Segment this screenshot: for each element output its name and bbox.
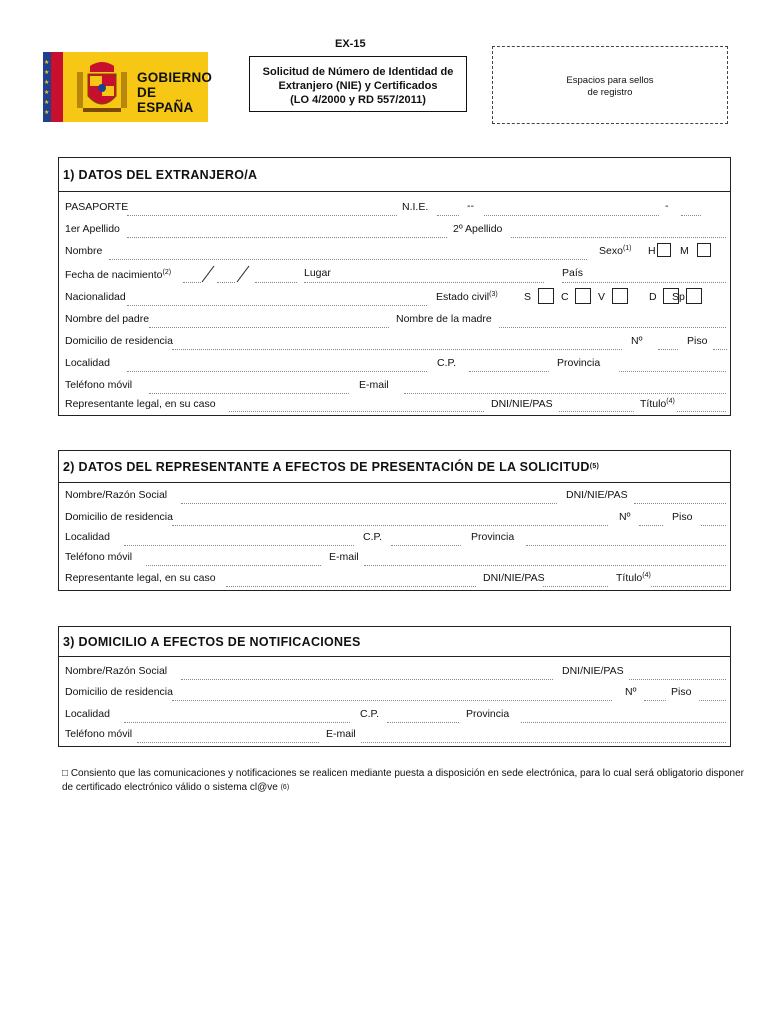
label-pais: País (562, 267, 584, 279)
email-field[interactable] (404, 393, 726, 394)
s2-label-localidad: Localidad (65, 531, 110, 543)
s2-numero-field[interactable] (639, 525, 663, 526)
fecha-mes-field[interactable] (217, 282, 235, 283)
estado-v-checkbox[interactable] (612, 288, 628, 304)
estado-c-checkbox[interactable] (575, 288, 591, 304)
s3-numero-field[interactable] (644, 700, 666, 701)
telefono-field[interactable] (149, 393, 349, 394)
consent-note: (6) (280, 784, 290, 791)
sexo-h-checkbox[interactable] (657, 243, 671, 257)
s2-label-representante: Representante legal, en su caso (65, 572, 216, 584)
label-nacionalidad: Nacionalidad (65, 291, 126, 303)
label-madre: Nombre de la madre (396, 313, 492, 325)
representante-field[interactable] (229, 411, 484, 412)
consent-text-line1: Consiento que las comunicaciones y notificaciones se realicen mediante puesta a disposición en sede electrónica, para lo cual será obligatorio disponer (70, 768, 745, 779)
label-nie: N.I.E. (402, 201, 429, 213)
label-ec-v: V (598, 291, 606, 303)
s2-email-field[interactable] (364, 565, 726, 566)
s2-label-dni2: DNI/NIE/PAS (483, 572, 545, 584)
s2-label-domicilio: Domicilio de residencia (65, 511, 173, 523)
s2-titulo-field[interactable] (651, 586, 726, 587)
label-dni: DNI/NIE/PAS (491, 398, 553, 410)
estado-s-checkbox[interactable] (538, 288, 554, 304)
s3-label-provincia: Provincia (466, 708, 510, 720)
pais-field[interactable] (562, 282, 726, 283)
s2-label-piso: Piso (672, 511, 693, 523)
apellido1-field[interactable] (127, 237, 447, 238)
s2-label-nombre-razon: Nombre/Razón Social (65, 489, 168, 501)
s2-label-numero: Nº (619, 511, 631, 523)
s3-provincia-field[interactable] (521, 722, 726, 723)
s2-representante-field[interactable] (226, 586, 476, 587)
label-representante: Representante legal, en su caso (65, 398, 216, 410)
label-fecha-nacimiento: Fecha de nacimiento$^{(2)}$ (65, 269, 172, 281)
sexo-m-checkbox[interactable] (697, 243, 711, 257)
label-provincia: Provincia (557, 357, 601, 369)
s3-label-cp: C.P. (360, 708, 380, 720)
nie-prefix-field[interactable] (437, 215, 459, 216)
domicilio-field[interactable] (172, 349, 622, 350)
form-code: EX-15 (335, 38, 366, 50)
label-telefono: Teléfono móvil (65, 379, 133, 391)
section1-title: 1) DATOS DEL EXTRANJERO/A (59, 158, 730, 192)
s2-telefono-field[interactable] (146, 565, 321, 566)
s2-piso-field[interactable] (701, 525, 726, 526)
s3-label-domicilio: Domicilio de residencia (65, 686, 173, 698)
title-line1: Solicitud de Número de Identidad de (262, 66, 454, 78)
s3-label-email: E-mail (326, 728, 356, 740)
s3-label-nombre-razon: Nombre/Razón Social (65, 665, 168, 677)
label-sexo-h: H (648, 245, 656, 257)
consent-checkbox[interactable]: □ (62, 768, 69, 779)
coat-of-arms-icon (73, 58, 131, 116)
label-ec-s: S (524, 291, 532, 303)
madre-field[interactable] (499, 327, 726, 328)
label-apellido1: 1er Apellido (65, 223, 120, 235)
s3-label-dni: DNI/NIE/PAS (562, 665, 624, 677)
s3-label-piso: Piso (671, 686, 692, 698)
s2-localidad-field[interactable] (124, 545, 354, 546)
s3-cp-field[interactable] (387, 722, 459, 723)
s3-dni-field[interactable] (629, 679, 726, 680)
label-ec-d: D (649, 291, 657, 303)
s2-label-email: E-mail (329, 551, 359, 563)
numero-field[interactable] (658, 349, 678, 350)
label-sexo-m: M (680, 245, 689, 257)
s2-provincia-field[interactable] (526, 545, 726, 546)
s2-label-cp: C.P. (363, 531, 383, 543)
estado-sp-checkbox[interactable] (686, 288, 702, 304)
stamp-box (492, 46, 728, 124)
nie-separator-1: -- (467, 200, 474, 212)
label-pasaporte: PASAPORTE (65, 201, 129, 213)
date-slash-icon (235, 264, 251, 284)
s2-domicilio-field[interactable] (172, 525, 608, 526)
nacionalidad-field[interactable] (127, 305, 427, 306)
label-ec-c: C (561, 291, 569, 303)
label-titulo: Título$^{(4)}$ (640, 398, 675, 410)
stamp-line2: de registro (587, 87, 633, 98)
pasaporte-field[interactable] (127, 215, 397, 216)
date-slash-icon (200, 264, 216, 284)
s3-label-numero: Nº (625, 686, 637, 698)
label-lugar: Lugar (304, 267, 331, 279)
s2-label-titulo: Título$^{(4)}$ (616, 572, 651, 584)
localidad-field[interactable] (127, 371, 427, 372)
label-numero: Nº (631, 335, 643, 347)
flag-band: ★ ★ ★ ★ ★ ★ (43, 52, 63, 122)
s3-localidad-field[interactable] (124, 722, 350, 723)
section2-title: 2) DATOS DEL REPRESENTANTE A EFECTOS DE PRESENTACIÓN DE LA SOLICITUD$^{(5)}$ (59, 451, 730, 483)
provincia-field[interactable] (619, 371, 726, 372)
logo-text-line2: DE ESPAÑA (137, 85, 194, 115)
s3-domicilio-field[interactable] (172, 700, 612, 701)
label-sexo: Sexo$^{(1)}$ (599, 245, 632, 257)
s2-nombre-razon-field[interactable] (181, 503, 557, 504)
s3-label-localidad: Localidad (65, 708, 110, 720)
nie-suffix-field[interactable] (681, 215, 701, 216)
s3-nombre-razon-field[interactable] (181, 679, 553, 680)
dni-field[interactable] (559, 411, 634, 412)
label-apellido2: 2º Apellido (453, 223, 503, 235)
section-datos-extranjero (58, 157, 731, 416)
label-estado-civil: Estado civil$^{(3)}$ (436, 291, 498, 303)
nie-number-field[interactable] (484, 215, 659, 216)
fecha-anio-field[interactable] (255, 282, 297, 283)
label-email: E-mail (359, 379, 389, 391)
s2-dni2-field[interactable] (543, 586, 608, 587)
s3-label-telefono: Teléfono móvil (65, 728, 133, 740)
s3-email-field[interactable] (361, 742, 726, 743)
s2-label-dni: DNI/NIE/PAS (566, 489, 628, 501)
s2-label-telefono: Teléfono móvil (65, 551, 133, 563)
logo-text-line1: GOBIERNO (137, 70, 213, 85)
label-piso: Piso (687, 335, 708, 347)
s2-dni-field[interactable] (634, 503, 726, 504)
titulo-field[interactable] (677, 411, 726, 412)
fecha-dia-field[interactable] (183, 282, 201, 283)
nie-separator-2: - (665, 200, 669, 212)
padre-field[interactable] (149, 327, 389, 328)
title-line3: (LO 4/2000 y RD 557/2011) (290, 94, 426, 106)
s2-label-provincia: Provincia (471, 531, 515, 543)
consent-text-line2: de certificado electrónico válido o sistema cl@ve (62, 782, 278, 793)
section-datos-representante (58, 450, 731, 591)
nombre-field[interactable] (109, 259, 587, 260)
s2-cp-field[interactable] (391, 545, 461, 546)
apellido2-field[interactable] (511, 237, 726, 238)
label-ec-sp: Sp (672, 291, 685, 303)
label-padre: Nombre del padre (65, 313, 150, 325)
form-title-box (249, 56, 467, 112)
section3-title: 3) DOMICILIO A EFECTOS DE NOTIFICACIONES (59, 627, 730, 657)
piso-field[interactable] (713, 349, 727, 350)
section-domicilio-notificaciones (58, 626, 731, 747)
gobierno-logo (43, 52, 213, 122)
cp-field[interactable] (469, 371, 549, 372)
stamp-line1: Espacios para sellos (566, 75, 654, 86)
consent-block (62, 767, 745, 795)
s3-telefono-field[interactable] (137, 742, 319, 743)
lugar-field[interactable] (304, 282, 544, 283)
s3-piso-field[interactable] (699, 700, 726, 701)
label-domicilio: Domicilio de residencia (65, 335, 173, 347)
label-nombre: Nombre (65, 245, 103, 257)
label-localidad: Localidad (65, 357, 110, 369)
title-line2: Extranjero (NIE) y Certificados (278, 80, 438, 92)
label-cp: C.P. (437, 357, 457, 369)
